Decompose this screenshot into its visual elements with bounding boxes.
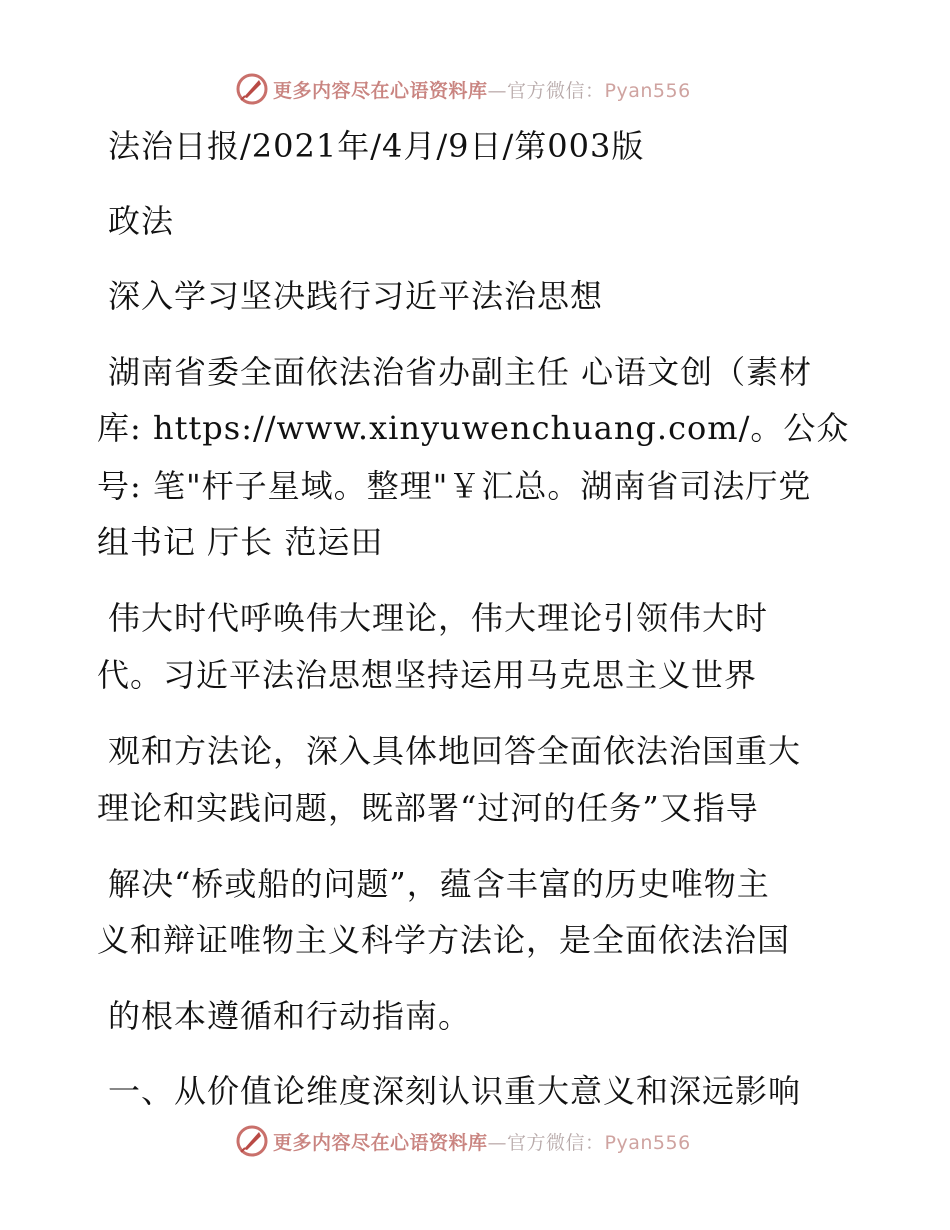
byline-line: 湖南省委全面依法治省办副主任 心语文创（素材 xyxy=(108,353,813,391)
byline-line: 组书记 厅长 范运田 xyxy=(97,523,384,561)
section-heading: 一、从价值论维度深刻认识重大意义和深远影响 xyxy=(108,1072,802,1110)
source-line: 法治日报/2021年/4月/9日/第003版 xyxy=(108,127,645,165)
quill-logo-icon xyxy=(235,1124,269,1158)
watermark-brand: 更多内容尽在心语资料库 xyxy=(273,79,488,102)
watermark-wechat-id: Pyan556 xyxy=(604,79,691,102)
article-title: 深入学习坚决践行习近平法治思想 xyxy=(108,277,604,315)
quill-logo-icon xyxy=(235,72,269,106)
paragraph-line: 伟大时代呼唤伟大理论，伟大理论引领伟大时 xyxy=(108,599,769,637)
section-label: 政法 xyxy=(108,202,175,240)
paragraph-line: 代。习近平法治思想坚持运用马克思主义世界 xyxy=(97,656,758,694)
watermark-footer xyxy=(235,1124,691,1158)
watermark-header xyxy=(235,72,691,106)
watermark-wechat-label: 官方微信： xyxy=(507,79,605,102)
paragraph-line: 义和辩证唯物主义科学方法论，是全面依法治国 xyxy=(97,921,791,959)
paragraph-line: 观和方法论，深入具体地回答全面依法治国重大 xyxy=(108,732,802,770)
paragraph-line: 的根本遵循和行动指南。 xyxy=(108,997,472,1035)
watermark-dash: — xyxy=(487,79,508,102)
watermark-text xyxy=(273,1128,691,1155)
watermark-brand: 更多内容尽在心语资料库 xyxy=(273,1131,488,1154)
watermark-wechat-label: 官方微信： xyxy=(507,1131,605,1154)
watermark-text xyxy=(273,76,691,103)
byline-line: 库: https://www.xinyuwenchuang.com/。公众 xyxy=(97,409,850,447)
watermark-wechat-id: Pyan556 xyxy=(604,1131,691,1154)
paragraph-line: 理论和实践问题，既部署“过河的任务”又指导 xyxy=(97,789,759,827)
paragraph-line: 解决“桥或船的问题”，蕴含丰富的历史唯物主 xyxy=(108,865,770,903)
watermark-dash: — xyxy=(487,1131,508,1154)
byline-line: 号: 笔"杆子星域。整理"￥汇总。湖南省司法厅党 xyxy=(97,467,812,505)
